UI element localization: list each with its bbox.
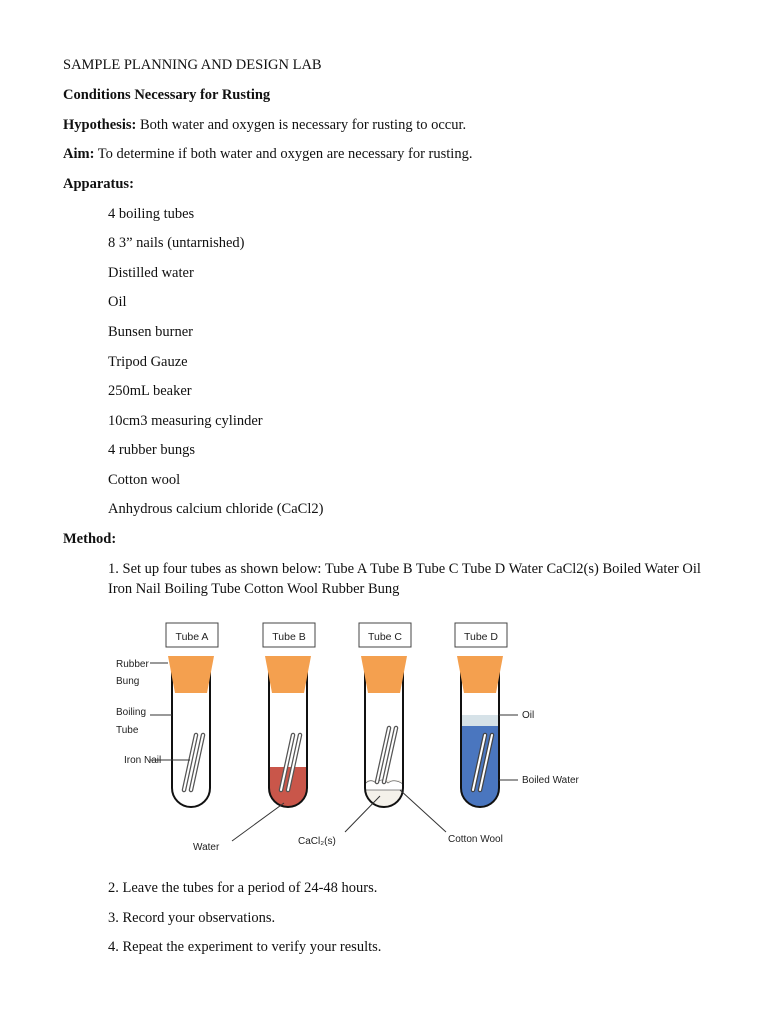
tube-label-box bbox=[166, 623, 218, 647]
oil-layer bbox=[455, 715, 505, 726]
tube-label-box bbox=[359, 623, 411, 647]
rubber-bung-c bbox=[361, 656, 407, 693]
apparatus-item: 4 boiling tubes bbox=[108, 206, 195, 222]
tube-c-label: Tube C bbox=[367, 631, 403, 643]
boiling-tube-label-1: Boiling bbox=[116, 707, 147, 718]
apparatus-item: 4 rubber bungs bbox=[108, 442, 195, 458]
iron-nail-label: Iron Nail bbox=[124, 755, 162, 766]
hypothesis-text: Both water and oxygen is necessary for rusting to occur. bbox=[139, 117, 467, 133]
aim-label: Aim: bbox=[63, 146, 95, 162]
method-step: 3. Record your observations. bbox=[108, 910, 276, 926]
tube-d-label: Tube D bbox=[463, 631, 499, 643]
apparatus-heading: Apparatus: bbox=[63, 176, 134, 192]
lab-subtitle: Conditions Necessary for Rusting bbox=[63, 87, 271, 103]
method-heading: Method: bbox=[63, 531, 117, 547]
rusting-experiment-diagram bbox=[0, 610, 768, 870]
apparatus-item: 10cm3 measuring cylinder bbox=[108, 413, 263, 429]
tube-b-label: Tube B bbox=[272, 631, 306, 643]
leader-line bbox=[400, 790, 446, 832]
tube-a-label: Tube A bbox=[175, 631, 209, 643]
apparatus-item: Cotton wool bbox=[108, 472, 181, 488]
apparatus-item: 250mL beaker bbox=[108, 383, 192, 399]
method-step: 2. Leave the tubes for a period of 24-48 hours. bbox=[108, 880, 378, 896]
boiled-water-label: Boiled Water bbox=[522, 775, 579, 786]
water-label: Water bbox=[193, 842, 220, 853]
aim-line bbox=[63, 145, 472, 163]
cotton-wool-label: Cotton Wool bbox=[448, 834, 503, 845]
apparatus-item: Bunsen burner bbox=[108, 324, 193, 340]
tube-label-box bbox=[263, 623, 315, 647]
hypothesis-line bbox=[63, 116, 466, 134]
rubber-bung-b bbox=[265, 656, 311, 693]
leader-line bbox=[345, 796, 380, 832]
tube-label-box bbox=[455, 623, 507, 647]
oil-label: Oil bbox=[522, 710, 535, 721]
method-step: 1. Set up four tubes as shown below: Tube A Tube B Tube C Tube D Water CaCl2(s) Boiled Water Oil Iron Nail Boiling Tube Cotton Wool Rubber Bung bbox=[108, 561, 701, 597]
rubber-bung-d bbox=[457, 656, 503, 693]
cacl2-label: CaCl₂(s) bbox=[298, 836, 336, 847]
rubber-bung-label-2: Bung bbox=[116, 676, 140, 687]
page-title: SAMPLE PLANNING AND DESIGN LAB bbox=[63, 57, 322, 73]
leader-line bbox=[232, 803, 284, 841]
apparatus-item: Distilled water bbox=[108, 265, 194, 281]
apparatus-item: 8 3” nails (untarnished) bbox=[108, 235, 245, 251]
apparatus-item: Tripod Gauze bbox=[108, 354, 188, 370]
apparatus-item: Oil bbox=[108, 294, 127, 310]
rubber-bung-label-1: Rubber bbox=[116, 659, 149, 670]
boiling-tube-label-2: Tube bbox=[116, 725, 139, 736]
aim-text: To determine if both water and oxygen are necessary for rusting. bbox=[97, 146, 473, 162]
rubber-bung-a bbox=[168, 656, 214, 693]
hypothesis-label: Hypothesis: bbox=[63, 117, 137, 133]
method-step: 4. Repeat the experiment to verify your results. bbox=[108, 939, 382, 955]
apparatus-item: Anhydrous calcium chloride (CaCl2) bbox=[108, 501, 324, 517]
